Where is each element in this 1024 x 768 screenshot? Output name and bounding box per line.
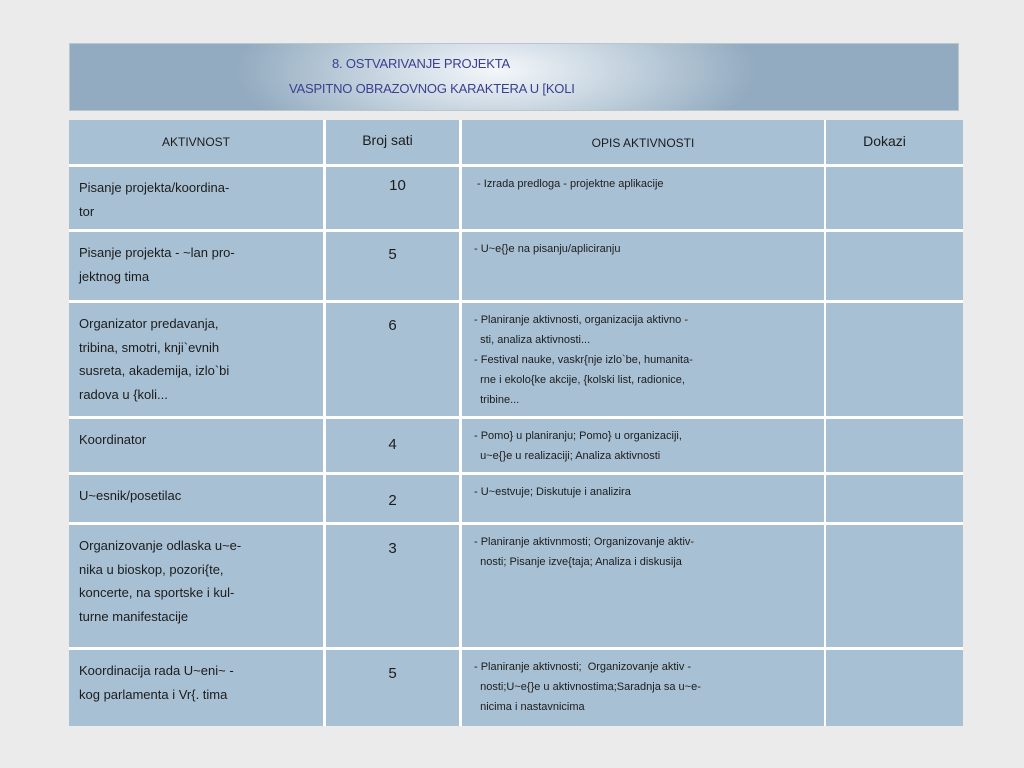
- title-line-2: VASPITNO OBRAZOVNOG KARAKTERA U [KOLI: [289, 81, 575, 96]
- activity-text: [79, 484, 181, 508]
- activity-line: turne manifestacije: [79, 608, 189, 624]
- hours-value: 6: [388, 317, 397, 334]
- description-cell: [462, 303, 824, 416]
- description-cell: [462, 167, 824, 229]
- activity-cell: [69, 419, 323, 472]
- hours-value: 5: [388, 246, 397, 263]
- hours-value: 2: [388, 492, 397, 509]
- description-line: - U~e{}e na pisanju/apliciranju: [474, 243, 621, 255]
- evidence-cell: [826, 419, 963, 472]
- hours-cell: [326, 525, 459, 647]
- header-cell: [69, 120, 323, 164]
- title-line-1: 8. OSTVARIVANJE PROJEKTA: [332, 56, 510, 71]
- description-text: [474, 310, 693, 410]
- description-line: rne i ekolo{ke akcije, {kolski list, radionice,: [474, 374, 685, 386]
- description-line: nosti;U~e{}e u aktivnostima;Saradnja sa u~e-: [474, 681, 701, 693]
- header-opis-aktivnosti: OPIS AKTIVNOSTI: [591, 136, 695, 150]
- header-dokazi: Dokazi: [863, 133, 906, 149]
- description-line: sti, analiza aktivnosti...: [474, 334, 591, 346]
- activity-line: susreta, akademija, izlo`bi: [79, 363, 230, 378]
- activity-cell: [69, 525, 323, 647]
- description-line: nosti; Pisanje izve{taja; Analiza i diskusija: [474, 556, 682, 568]
- description-line: u~e{}e u realizaciji; Analiza aktivnosti: [474, 450, 661, 462]
- hours-cell: [326, 650, 459, 726]
- activity-text: [79, 428, 146, 452]
- evidence-cell: [826, 475, 963, 522]
- hours-value: 4: [388, 436, 397, 453]
- description-text: [474, 532, 694, 572]
- activity-line: nika u bioskop, pozori{te,: [79, 561, 224, 577]
- hours-cell: [326, 167, 459, 229]
- hours-cell: [326, 475, 459, 522]
- description-line: - Planiranje aktivnmosti; Organizovanje aktiv-: [474, 536, 695, 548]
- hours-cell: [326, 303, 459, 416]
- title-banner: [69, 43, 959, 111]
- evidence-cell: [826, 650, 963, 726]
- description-line: - Planiranje aktivnosti, organizacija aktivno -: [474, 314, 688, 326]
- description-text: [474, 482, 631, 502]
- activity-line: radova u {koli...: [79, 386, 168, 402]
- activity-line: Organizovanje odlaska u~e-: [79, 538, 242, 553]
- description-line: tribine...: [474, 394, 520, 406]
- description-line: - Izrada predloga - projektne aplikacije: [474, 178, 664, 190]
- description-cell: [462, 419, 824, 472]
- activity-line: U~esnik/posetilac: [79, 488, 182, 503]
- activity-cell: [69, 650, 323, 726]
- description-line: nicima i nastavnicima: [474, 701, 585, 713]
- description-cell: [462, 650, 824, 726]
- activity-line: Organizator predavanja,: [79, 316, 219, 331]
- activity-cell: [69, 232, 323, 300]
- activity-line: jektnog tima: [79, 268, 150, 284]
- activity-line: koncerte, na sportske i kul-: [79, 585, 235, 600]
- evidence-cell: [826, 167, 963, 229]
- description-text: [474, 657, 701, 717]
- description-line: - Planiranje aktivnosti; Organizovanje aktiv -: [474, 661, 692, 673]
- activity-line: Koordinator: [79, 432, 147, 447]
- header-cell: [326, 120, 459, 164]
- hours-cell: [326, 232, 459, 300]
- activity-text: [79, 176, 229, 223]
- activity-text: [79, 312, 229, 406]
- hours-value: 3: [388, 540, 397, 557]
- description-text: [474, 239, 620, 259]
- activity-line: Pisanje projekta/koordina-: [79, 180, 230, 195]
- description-cell: [462, 525, 824, 647]
- evidence-cell: [826, 303, 963, 416]
- activity-line: tribina, smotri, knji`evnih: [79, 339, 220, 355]
- activity-cell: [69, 475, 323, 522]
- hours-value: 5: [388, 665, 397, 682]
- activity-line: tor: [79, 203, 95, 219]
- description-cell: [462, 232, 824, 300]
- activity-line: Pisanje projekta - ~lan pro-: [79, 245, 235, 260]
- description-text: [474, 174, 664, 194]
- description-cell: [462, 475, 824, 522]
- activity-text: [79, 534, 241, 628]
- hours-cell: [326, 419, 459, 472]
- header-broj-sati: Broj sati: [362, 132, 413, 148]
- header-aktivnost: AKTIVNOST: [161, 135, 230, 149]
- activity-cell: [69, 167, 323, 229]
- description-line: - U~estvuje; Diskutuje i analizira: [474, 486, 631, 498]
- header-cell: [826, 120, 963, 164]
- activity-text: [79, 241, 235, 288]
- activities-table: [69, 120, 963, 726]
- hours-value: 10: [389, 177, 406, 194]
- activity-line: kog parlamenta i Vr{. tima: [79, 686, 228, 702]
- description-text: [474, 426, 682, 466]
- evidence-cell: [826, 232, 963, 300]
- activity-text: [79, 659, 234, 706]
- header-cell: [462, 120, 824, 164]
- evidence-cell: [826, 525, 963, 647]
- description-line: - Festival nauke, vaskr{nje izlo`be, humanita-: [474, 354, 693, 366]
- description-line: - Pomo} u planiranju; Pomo} u organizaciji,: [474, 430, 682, 442]
- activity-line: Koordinacija rada U~eni~ -: [79, 663, 234, 678]
- activity-cell: [69, 303, 323, 416]
